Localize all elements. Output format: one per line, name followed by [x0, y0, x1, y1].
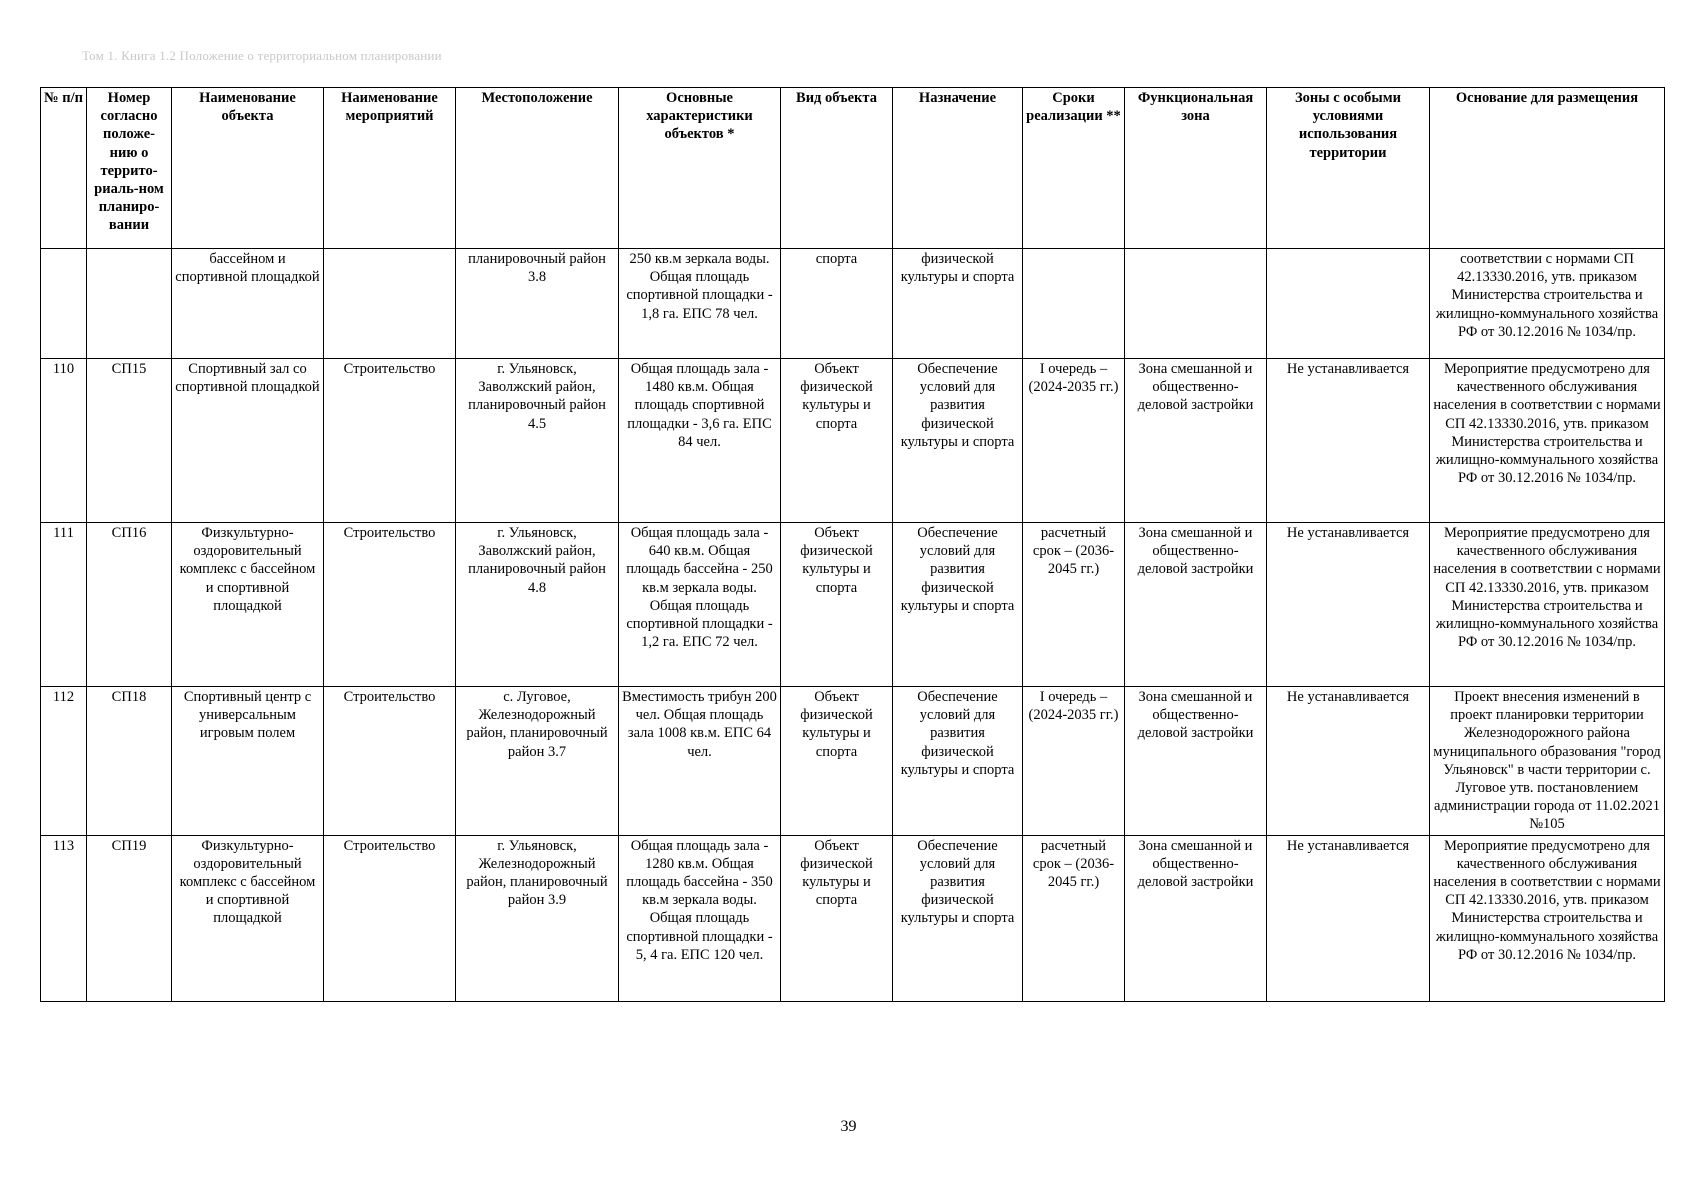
- object-name-cell: Физкультурно-оздоровительный комплекс с бассейном и спортивной площадкой: [172, 835, 324, 1001]
- purpose-cell: Обеспечение условий для развития физической культуры и спорта: [893, 835, 1023, 1001]
- location-cell: г. Ульяновск, Заволжский район, планировочный район 4.8: [456, 523, 619, 687]
- purpose-cell: физической культуры и спорта: [893, 249, 1023, 359]
- table-row: [41, 687, 1665, 836]
- table-header-row: [41, 88, 1665, 249]
- header-cell: Наименование объекта: [172, 88, 324, 249]
- special-zones-cell: Не устанавливается: [1267, 359, 1430, 523]
- timeline-cell: расчетный срок – (2036-2045 гг.): [1023, 523, 1125, 687]
- table-row: [41, 835, 1665, 1001]
- basis-cell: соответствии с нормами СП 42.13330.2016, утв. приказом Министерства строительства и жилищно-коммунального хозяйства РФ от 30.12.2016 № 1034/пр.: [1430, 249, 1665, 359]
- basis-cell: Мероприятие предусмотрено для качественного обслуживания населения в соответствии с нормами СП 42.13330.2016, утв. приказом Министерства строительства и жилищно-коммунального хозяйства РФ от 30.12.2016 № 1034/пр.: [1430, 523, 1665, 687]
- item-code-cell: СП19: [87, 835, 172, 1001]
- timeline-cell: I очередь – (2024-2035 гг.): [1023, 687, 1125, 836]
- object-name-cell: Спортивный зал со спортивной площадкой: [172, 359, 324, 523]
- measure-cell: Строительство: [324, 523, 456, 687]
- item-code-cell: СП16: [87, 523, 172, 687]
- row-number-cell: 110: [41, 359, 87, 523]
- header-cell: Сроки реализации **: [1023, 88, 1125, 249]
- characteristics-cell: Вместимость трибун 200 чел. Общая площадь зала 1008 кв.м. ЕПС 64 чел.: [619, 687, 781, 836]
- basis-cell: Мероприятие предусмотрено для качественного обслуживания населения в соответствии с нормами СП 42.13330.2016, утв. приказом Министерства строительства и жилищно-коммунального хозяйства РФ от 30.12.2016 № 1034/пр.: [1430, 359, 1665, 523]
- measure-cell: Строительство: [324, 359, 456, 523]
- basis-cell: Проект внесения изменений в проект планировки территории Железнодорожного района муниципального образования "город Ульяновск" в части территории с. Луговое утв. постановлением администрации города от 11.02.2021 №105: [1430, 687, 1665, 836]
- header-cell: Функциональная зона: [1125, 88, 1267, 249]
- location-cell: планировочный район 3.8: [456, 249, 619, 359]
- table-row: [41, 359, 1665, 523]
- header-cell: Зоны с особыми условиями использования территории: [1267, 88, 1430, 249]
- characteristics-cell: Общая площадь зала - 1480 кв.м. Общая площадь спортивной площадки - 3,6 га. ЕПС 84 чел.: [619, 359, 781, 523]
- table-row: [41, 249, 1665, 359]
- functional-zone-cell: Зона смешанной и общественно-деловой застройки: [1125, 523, 1267, 687]
- measure-cell: Строительство: [324, 835, 456, 1001]
- special-zones-cell: [1267, 249, 1430, 359]
- measure-cell: Строительство: [324, 687, 456, 836]
- characteristics-cell: 250 кв.м зеркала воды. Общая площадь спортивной площадки - 1,8 га. ЕПС 78 чел.: [619, 249, 781, 359]
- header-cell: Наименование мероприятий: [324, 88, 456, 249]
- characteristics-cell: Общая площадь зала - 1280 кв.м. Общая площадь бассейна - 350 кв.м зеркала воды. Общая площадь спортивной площадки - 5, 4 га. ЕПС 120 чел.: [619, 835, 781, 1001]
- object-type-cell: Объект физической культуры и спорта: [781, 687, 893, 836]
- header-cell: Вид объекта: [781, 88, 893, 249]
- functional-zone-cell: [1125, 249, 1267, 359]
- header-cell: Номер согласно положе-нию о террито-риаль-ном планиро-вании: [87, 88, 172, 249]
- header-cell: Основные характеристики объектов *: [619, 88, 781, 249]
- object-type-cell: спорта: [781, 249, 893, 359]
- functional-zone-cell: Зона смешанной и общественно-деловой застройки: [1125, 359, 1267, 523]
- object-name-cell: Спортивный центр с универсальным игровым полем: [172, 687, 324, 836]
- timeline-cell: расчетный срок – (2036-2045 гг.): [1023, 835, 1125, 1001]
- purpose-cell: Обеспечение условий для развития физической культуры и спорта: [893, 687, 1023, 836]
- object-type-cell: Объект физической культуры и спорта: [781, 523, 893, 687]
- row-number-cell: 112: [41, 687, 87, 836]
- page-number: 39: [840, 1118, 857, 1135]
- header-cell: Местоположение: [456, 88, 619, 249]
- object-name-cell: Физкультурно-оздоровительный комплекс с бассейном и спортивной площадкой: [172, 523, 324, 687]
- header-cell: № п/п: [41, 88, 87, 249]
- item-code-cell: [87, 249, 172, 359]
- header-cell: Назначение: [893, 88, 1023, 249]
- location-cell: с. Луговое, Железнодорожный район, планировочный район 3.7: [456, 687, 619, 836]
- purpose-cell: Обеспечение условий для развития физической культуры и спорта: [893, 523, 1023, 687]
- timeline-cell: I очередь – (2024-2035 гг.): [1023, 359, 1125, 523]
- functional-zone-cell: Зона смешанной и общественно-деловой застройки: [1125, 835, 1267, 1001]
- object-type-cell: Объект физической культуры и спорта: [781, 359, 893, 523]
- purpose-cell: Обеспечение условий для развития физической культуры и спорта: [893, 359, 1023, 523]
- special-zones-cell: Не устанавливается: [1267, 523, 1430, 687]
- header-cell: Основание для размещения: [1430, 88, 1665, 249]
- objects-table: [40, 87, 1665, 1002]
- characteristics-cell: Общая площадь зала - 640 кв.м. Общая площадь бассейна - 250 кв.м зеркала воды. Общая площадь спортивной площадки - 1,2 га. ЕПС 72 чел.: [619, 523, 781, 687]
- location-cell: г. Ульяновск, Заволжский район, планировочный район 4.5: [456, 359, 619, 523]
- item-code-cell: СП15: [87, 359, 172, 523]
- object-name-cell: бассейном и спортивной площадкой: [172, 249, 324, 359]
- table-row: [41, 523, 1665, 687]
- timeline-cell: [1023, 249, 1125, 359]
- basis-cell: Мероприятие предусмотрено для качественного обслуживания населения в соответствии с нормами СП 42.13330.2016, утв. приказом Министерства строительства и жилищно-коммунального хозяйства РФ от 30.12.2016 № 1034/пр.: [1430, 835, 1665, 1001]
- running-header: Том 1. Книга 1.2 Положение о территориальном планировании: [82, 48, 442, 63]
- object-type-cell: Объект физической культуры и спорта: [781, 835, 893, 1001]
- item-code-cell: СП18: [87, 687, 172, 836]
- special-zones-cell: Не устанавливается: [1267, 835, 1430, 1001]
- row-number-cell: 111: [41, 523, 87, 687]
- row-number-cell: [41, 249, 87, 359]
- functional-zone-cell: Зона смешанной и общественно-деловой застройки: [1125, 687, 1267, 836]
- location-cell: г. Ульяновск, Железнодорожный район, планировочный район 3.9: [456, 835, 619, 1001]
- row-number-cell: 113: [41, 835, 87, 1001]
- measure-cell: [324, 249, 456, 359]
- special-zones-cell: Не устанавливается: [1267, 687, 1430, 836]
